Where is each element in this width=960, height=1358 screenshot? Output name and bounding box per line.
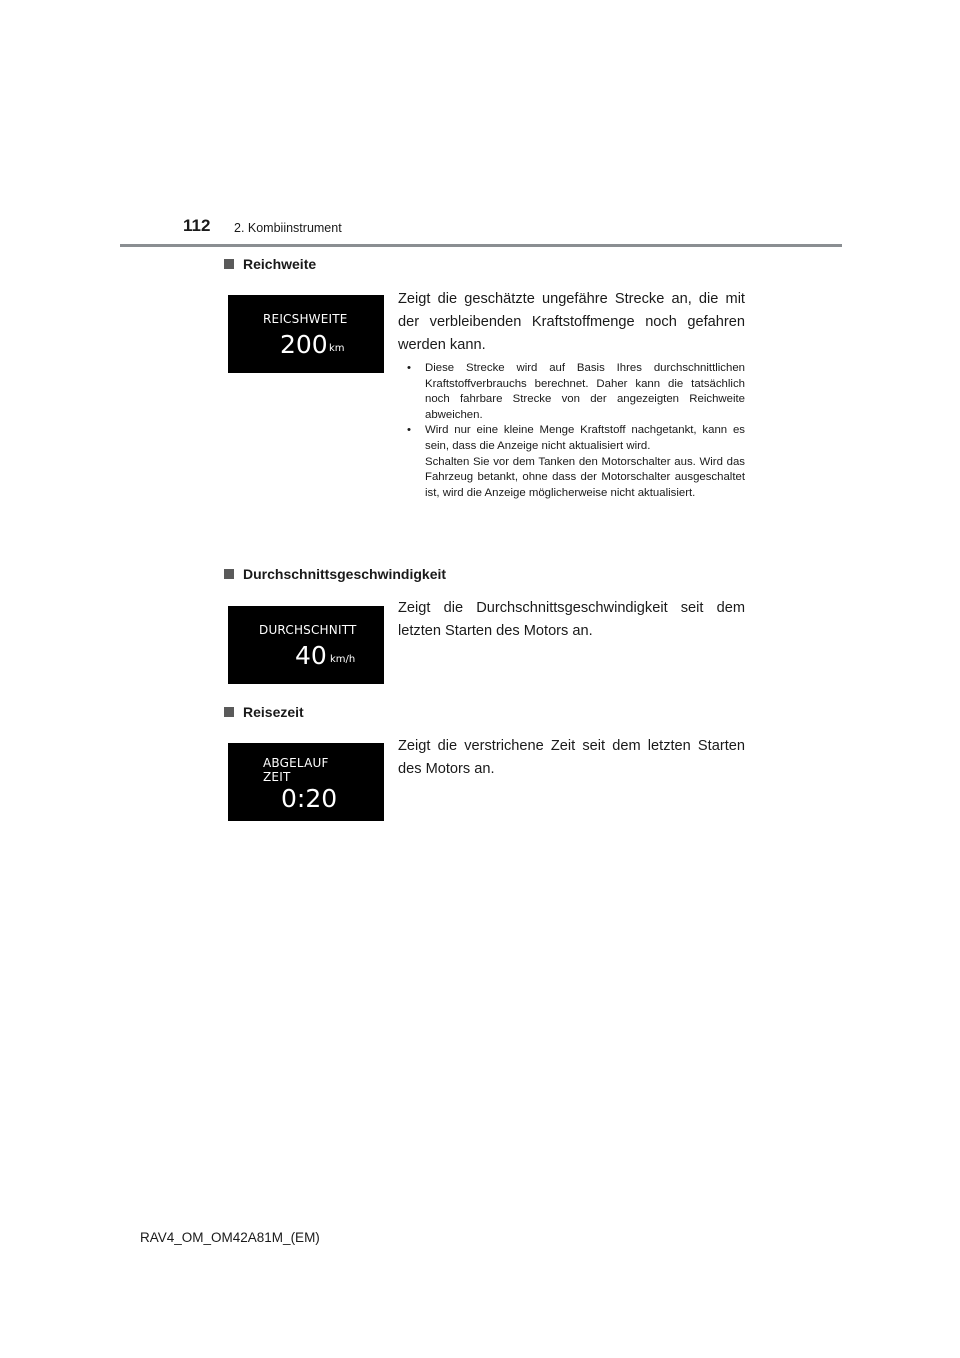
- header-divider: [120, 244, 842, 247]
- chapter-title: 2. Kombiinstrument: [234, 221, 342, 235]
- description: Zeigt die geschätzte ungefähre Strecke an, die mit der verbleibenden Kraftstoffmenge noch gefahren werden kann.: [398, 291, 745, 353]
- square-bullet-icon: [224, 707, 234, 717]
- screen-value: 40: [295, 641, 327, 670]
- bullet-dot-icon: •: [407, 362, 411, 374]
- description: Zeigt die Durchschnittsgeschwindigkeit seit dem letzten Starten des Motors an.: [398, 600, 745, 639]
- section-heading-durchschnitt: [224, 566, 446, 582]
- screen-unit: km: [329, 343, 345, 354]
- screen-label-line2: ZEIT: [263, 770, 291, 784]
- screen-label: DURCHSCHNITT: [259, 623, 357, 637]
- square-bullet-icon: [224, 259, 234, 269]
- screen-value: 200: [280, 330, 328, 359]
- screen-label: ABGELAUF: [263, 756, 329, 770]
- page-number: 112: [183, 216, 211, 235]
- bullet-dot-icon: •: [407, 424, 411, 437]
- note-item: • Wird nur eine kleine Menge Kraftstoff nachgetankt, kann es sein, dass die Anzeige nicht aktualisiert wird. Schalten Sie vor dem Tanken den Motorschalter aus. Wird das Fahrzeug betankt, ohne dass der Motorschalter ausgeschaltet ist, wird die Anzeige möglicherweise nicht aktualisiert.: [407, 424, 745, 499]
- display-screen-travel-time: [228, 743, 384, 821]
- section-body-reichweite: [398, 288, 745, 501]
- section-heading-text: Durchschnittsgeschwindigkeit: [243, 566, 447, 582]
- display-screen-average-speed: [228, 606, 384, 684]
- screen-label: REICSHWEITE: [263, 312, 348, 326]
- note-list: [398, 361, 745, 501]
- document-code: RAV4_OM_OM42A81M_(EM): [140, 1230, 320, 1245]
- description: Zeigt die verstrichene Zeit seit dem letzten Starten des Motors an.: [398, 738, 745, 777]
- display-screen-range: [228, 295, 384, 373]
- screen-value: 0:20: [281, 784, 338, 813]
- section-heading-text: Reisezeit: [243, 704, 304, 720]
- section-heading-text: Reichweite: [243, 256, 317, 272]
- section-body-durchschnitt: [398, 597, 745, 643]
- square-bullet-icon: [224, 569, 234, 579]
- section-body-reisezeit: [398, 735, 745, 781]
- screen-unit: km/h: [330, 654, 356, 665]
- note-item: • Diese Strecke wird auf Basis Ihres durchschnittlichen Kraftstoffverbrauchs berechnet. Daher kann die tatsächlich noch fahrbare Strecke von der angezeigten Reichweite abweichen.: [407, 362, 745, 421]
- section-heading-reisezeit: [224, 704, 304, 720]
- section-heading-reichweite: [224, 256, 316, 272]
